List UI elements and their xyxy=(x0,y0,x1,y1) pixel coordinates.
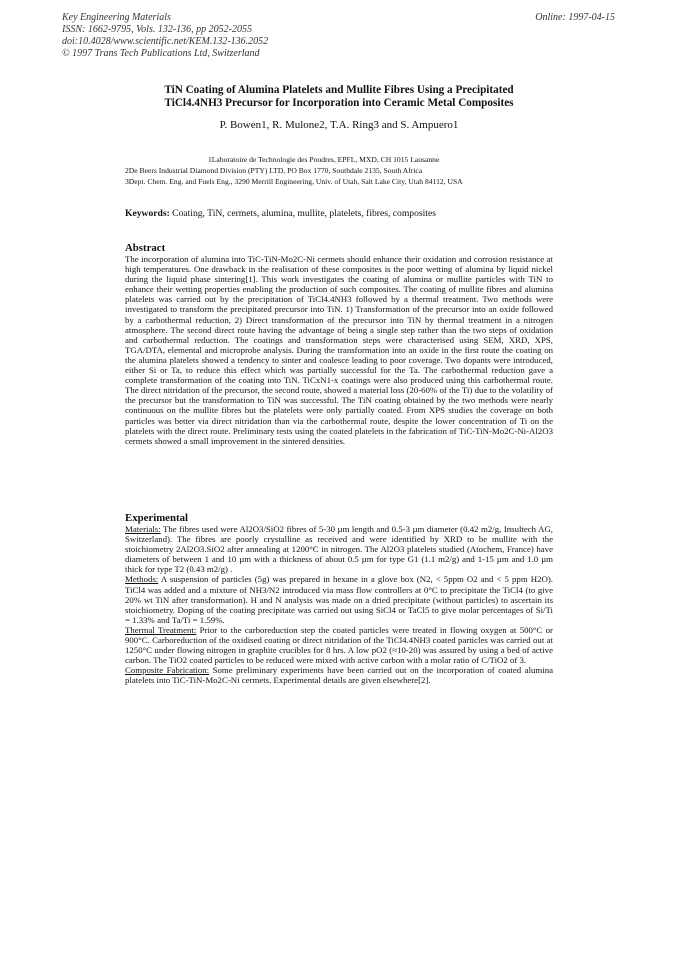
materials-text: The fibres used were Al2O3/SiO2 fibres of 5-30 µm length and 0.5-3 µm diameter (0.42 m2/g, Insultech AG, Switzerland). The fibres are poorly crystalline as received and were identified by XRD to be mullite with the stoichiometry 2Al2O3.SiO2 after annealing at 1200°C in nitrogen. The Al2O3 platelets studied (Atochem, France) have diameters of between 1 and 10 µm with a thickness of about 0.5 µm for type G1 (1.1 m2/g) and 1-15 µm and 1.0 µm thick for type T2 (0.43 m2/g) . xyxy=(125,524,553,575)
keywords xyxy=(125,209,553,219)
journal-name: Key Engineering Materials xyxy=(62,12,171,23)
author-list: P. Bowen1, R. Mulone2, T.A. Ring3 and S. Ampuero1 xyxy=(219,119,459,131)
affiliation-1: 1Laboratoire de Technologie des Poudres, EPFL, MXD, CH 1015 Lausanne xyxy=(208,155,440,164)
methods-text: A suspension of particles (5g) was prepared in hexane in a glove box (N2, < 5ppm O2 and < 5 ppm H2O). TiCl4 was added and a mixture of NH3/N2 introduced via mass flow controllers at 0°C to precipitate the TiCl4 (to give 20% wt TiN after transformation). H and N analysis was made on a dried precipitate (without particles) to ascertain its stoichiometry. Doping of the coating precipitate was carried out using SiCl4 or TaCl5 to give molar percentages of Si/Ti = 1.33% and Ta/Ti = 1.59%. xyxy=(125,574,553,625)
composite-text: Some preliminary experiments have been carried out on the incorporation of coated alumina platelets into TiC-TiN-Mo2C-Ni cermets. Experimental details are given elsewhere[2]. xyxy=(125,665,553,686)
thermal-label: Thermal Treatment: xyxy=(125,624,197,635)
thermal-paragraph xyxy=(125,625,553,665)
materials-label: Materials: xyxy=(125,524,161,534)
keywords-label: Keywords: xyxy=(125,208,170,219)
title-line-1: TiN Coating of Alumina Platelets and Mullite Fibres Using a Precipitated xyxy=(164,84,514,96)
materials-paragraph xyxy=(125,524,553,574)
copyright-line: © 1997 Trans Tech Publications Ltd, Switzerland xyxy=(62,48,260,59)
title-line-2: TiCl4.4NH3 Precursor for Incorporation into Ceramic Metal Composites xyxy=(164,96,514,109)
composite-label: Composite Fabrication: xyxy=(125,665,210,676)
abstract-section xyxy=(125,242,553,446)
abstract-heading: Abstract xyxy=(125,242,166,254)
composite-paragraph xyxy=(125,665,553,685)
online-date: Online: 1997-04-15 xyxy=(535,12,615,23)
issn-line: ISSN: 1662-9795, Vols. 132-136, pp 2052-2055 xyxy=(62,24,252,35)
keywords-text: Coating, TiN, cermets, alumina, mullite, platelets, fibres, composites xyxy=(172,208,436,219)
thermal-text: Prior to the carboreduction step the coated particles were treated in flowing oxygen at 500°C or 900°C. Carboreduction of the oxidised coating or direct nitridation of the TiCl4.4NH3 coated particles was carried out at 1250°C under flowing nitrogen in graphite crucibles for 8 hrs. A low pO2 (≈10-20) was assured by using a bed of active carbon. The TiO2 coated particles to be reduced were mixed with active carbon with a molar ratio of C/TiO2 of 3. xyxy=(125,624,553,666)
affiliation-2: 2De Beers Industrial Diamond Division (PTY) LTD, PO Box 1770, Southdale 2135, South Africa xyxy=(125,166,423,175)
paper-title xyxy=(90,84,588,109)
doi-line: doi:10.4028/www.scientific.net/KEM.132-136.2052 xyxy=(62,36,269,47)
methods-label: Methods: xyxy=(125,574,159,585)
methods-paragraph xyxy=(125,574,553,624)
abstract-text: The incorporation of alumina into TiC-TiN-Mo2C-Ni cermets should enhance their oxidation and corrosion resistance at high temperatures. One drawback in the realisation of these composites is the poor wetting of alumina by liquid nickel during the liquid phase sintering[1]. This work investigates the coating of alumina or mullite particles with TiN to enhance their wetting properties enabling the production of such composites. The coating of mullite fibres and alumina platelets was carried out by the precipitation of TiCl4.4NH3 followed by a thermal treatment. Two methods were investigated to transform the precipitated precursor into TiN. 1) Transformation of the precursor into an oxide followed by a carbothermal reduction, 2) Direct transformation of the precursor into TiN by thermal treatment in a nitrogen atmosphere. The second direct route having the advantage of being a single step rather than the two steps of oxidation and carbothermal reduction. The coatings and transformation steps were characterised using SEM, XRD, XPS, TGA/DTA, elemental and microprobe analysis. During the transformation into an oxide in the first route the coating on the alumina platelets showed a tendency to sinter and coalesce leading to poor coverage. Two dopants were introduced, either Si or Ta, to reduce this effect which was partially successful for the Ta. The carbothermal reduction gave a complete transformation of the coating into TiN. TiCxN1-x coatings were also produced using this carbothermal route. The direct nitridation of the precursor, the second route, showed a material loss (20-60% of the Ti) due to the volatility of the precursor but the transformation to TiN was successful. The TiN coating obtained by the two methods were nearly continuous on the mullite fibres but the platelets were only partially coated. From XPS studies the coverage on both particles was better via direct nitridation than via the carbothermal route, despite the lower concentration of Ti on the platelets with the direct route. Preliminary tests using the coated platelets in the fabrication of TiC-TiN-Mo2C-Ni-Al2O3 cermets showed a small improvement in the sintered densities. xyxy=(125,254,553,446)
affiliation-3: 3Dept. Chem. Eng. and Fuels Eng., 3290 Merrill Engineering, Univ. of Utah, Salt Lake City, Utah 84112, USA xyxy=(125,177,463,186)
publication-header xyxy=(62,12,268,60)
experimental-heading: Experimental xyxy=(125,512,188,524)
experimental-section xyxy=(125,512,553,686)
